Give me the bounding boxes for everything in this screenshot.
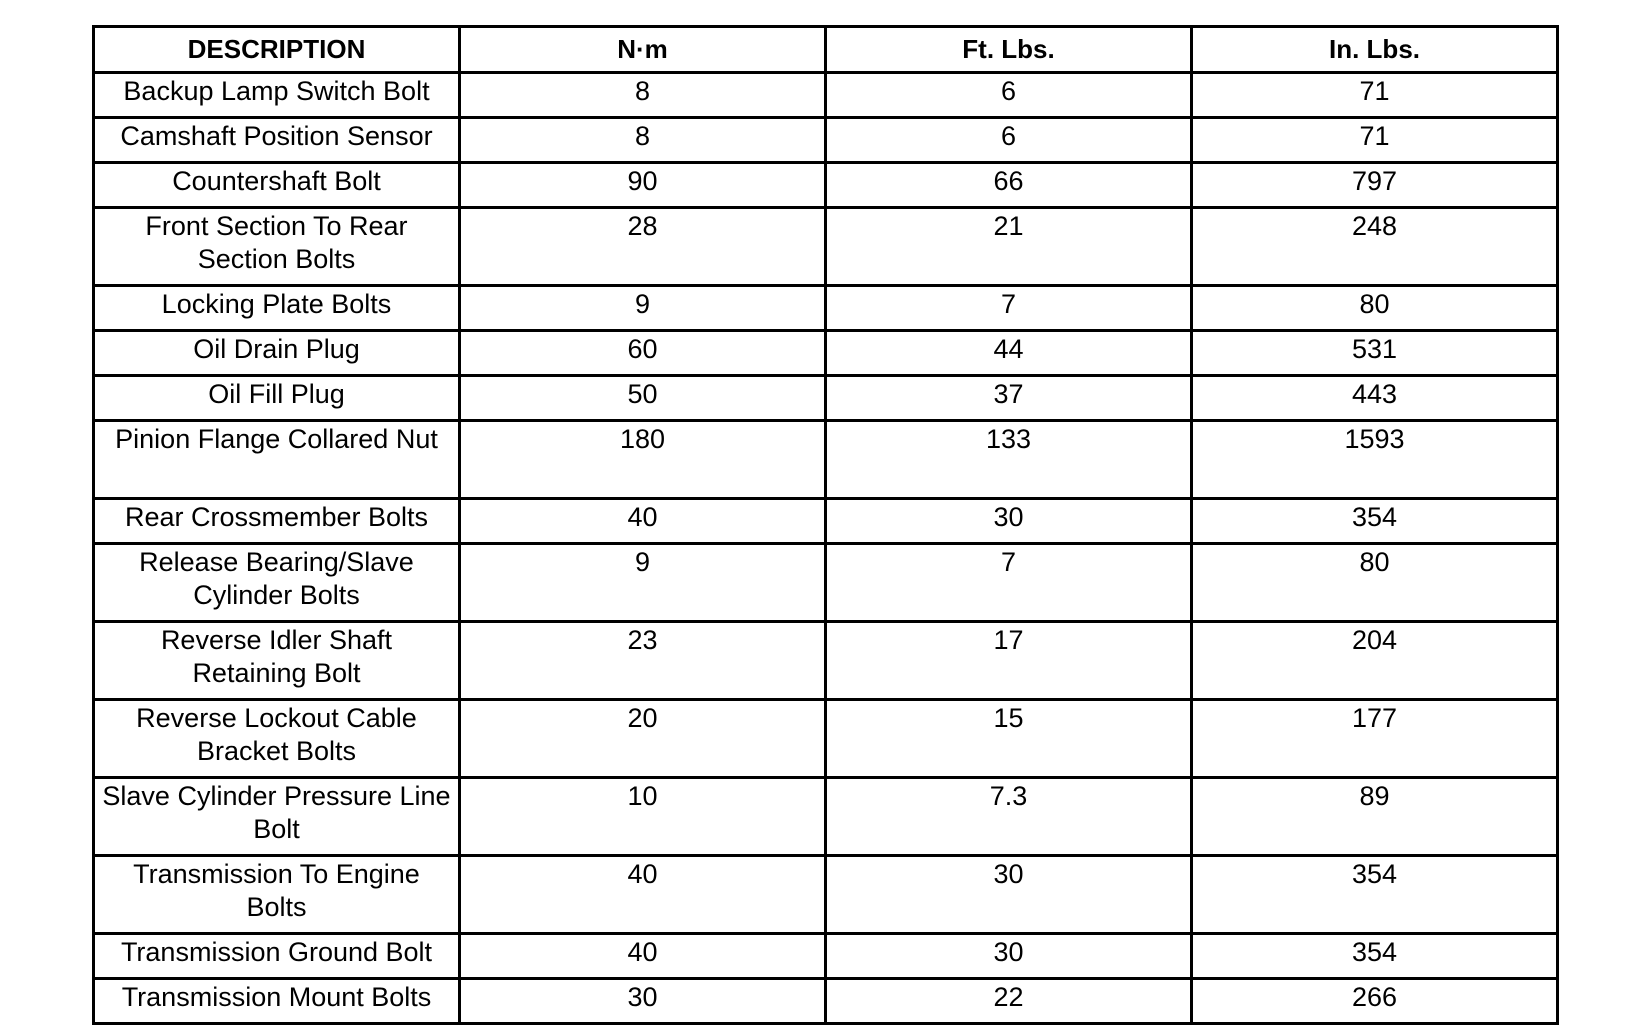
nm-cell: 50 [460, 376, 826, 421]
in-lbs-cell: 531 [1192, 331, 1558, 376]
nm-cell: 20 [460, 700, 826, 778]
in-lbs-cell: 248 [1192, 208, 1558, 286]
in-lbs-cell: 1593 [1192, 421, 1558, 499]
ft-lbs-cell: 7.3 [826, 778, 1192, 856]
in-lbs-cell: 266 [1192, 979, 1558, 1024]
in-lbs-cell: 177 [1192, 700, 1558, 778]
description-cell: Reverse Idler Shaft Retaining Bolt [94, 622, 460, 700]
nm-cell: 180 [460, 421, 826, 499]
table-body [94, 73, 1558, 1024]
ft-lbs-cell: 22 [826, 979, 1192, 1024]
nm-cell: 10 [460, 778, 826, 856]
table-row [94, 208, 1558, 286]
in-lbs-cell: 354 [1192, 856, 1558, 934]
in-lbs-cell: 204 [1192, 622, 1558, 700]
nm-cell: 60 [460, 331, 826, 376]
ft-lbs-cell: 30 [826, 499, 1192, 544]
column-header-nm: N·m [460, 27, 826, 73]
in-lbs-cell: 71 [1192, 73, 1558, 118]
table-row [94, 856, 1558, 934]
nm-cell: 23 [460, 622, 826, 700]
ft-lbs-cell: 66 [826, 163, 1192, 208]
description-cell: Rear Crossmember Bolts [94, 499, 460, 544]
column-header-in-lbs: In. Lbs. [1192, 27, 1558, 73]
description-cell: Slave Cylinder Pressure Line Bolt [94, 778, 460, 856]
ft-lbs-cell: 30 [826, 934, 1192, 979]
description-cell: Oil Drain Plug [94, 331, 460, 376]
table-row [94, 376, 1558, 421]
in-lbs-cell: 797 [1192, 163, 1558, 208]
description-cell: Transmission Ground Bolt [94, 934, 460, 979]
table-row [94, 286, 1558, 331]
in-lbs-cell: 80 [1192, 286, 1558, 331]
ft-lbs-cell: 133 [826, 421, 1192, 499]
nm-cell: 40 [460, 856, 826, 934]
header-row [94, 27, 1558, 73]
ft-lbs-cell: 30 [826, 856, 1192, 934]
table-row [94, 73, 1558, 118]
nm-cell: 90 [460, 163, 826, 208]
table-row [94, 934, 1558, 979]
in-lbs-cell: 71 [1192, 118, 1558, 163]
description-cell: Pinion Flange Collared Nut [94, 421, 460, 499]
column-header-ft-lbs: Ft. Lbs. [826, 27, 1192, 73]
ft-lbs-cell: 7 [826, 286, 1192, 331]
ft-lbs-cell: 44 [826, 331, 1192, 376]
in-lbs-cell: 354 [1192, 934, 1558, 979]
table-row [94, 979, 1558, 1024]
description-cell: Reverse Lockout Cable Bracket Bolts [94, 700, 460, 778]
ft-lbs-cell: 37 [826, 376, 1192, 421]
nm-cell: 9 [460, 544, 826, 622]
description-cell: Locking Plate Bolts [94, 286, 460, 331]
table-row [94, 118, 1558, 163]
ft-lbs-cell: 15 [826, 700, 1192, 778]
description-cell: Transmission Mount Bolts [94, 979, 460, 1024]
description-cell: Countershaft Bolt [94, 163, 460, 208]
ft-lbs-cell: 6 [826, 118, 1192, 163]
table-row [94, 421, 1558, 499]
nm-cell: 8 [460, 118, 826, 163]
description-cell: Transmission To Engine Bolts [94, 856, 460, 934]
nm-cell: 9 [460, 286, 826, 331]
in-lbs-cell: 80 [1192, 544, 1558, 622]
ft-lbs-cell: 17 [826, 622, 1192, 700]
table-row [94, 622, 1558, 700]
table-row [94, 499, 1558, 544]
description-cell: Release Bearing/Slave Cylinder Bolts [94, 544, 460, 622]
nm-cell: 8 [460, 73, 826, 118]
column-header-description: DESCRIPTION [94, 27, 460, 73]
in-lbs-cell: 354 [1192, 499, 1558, 544]
nm-cell: 30 [460, 979, 826, 1024]
in-lbs-cell: 89 [1192, 778, 1558, 856]
ft-lbs-cell: 6 [826, 73, 1192, 118]
nm-cell: 28 [460, 208, 826, 286]
description-cell: Front Section To Rear Section Bolts [94, 208, 460, 286]
table-row [94, 544, 1558, 622]
ft-lbs-cell: 21 [826, 208, 1192, 286]
table-row [94, 778, 1558, 856]
description-cell: Backup Lamp Switch Bolt [94, 73, 460, 118]
table-row [94, 163, 1558, 208]
table-row [94, 331, 1558, 376]
in-lbs-cell: 443 [1192, 376, 1558, 421]
nm-cell: 40 [460, 499, 826, 544]
ft-lbs-cell: 7 [826, 544, 1192, 622]
description-cell: Camshaft Position Sensor [94, 118, 460, 163]
table-header [94, 27, 1558, 73]
table-row [94, 700, 1558, 778]
torque-specifications-table [92, 25, 1559, 1025]
description-cell: Oil Fill Plug [94, 376, 460, 421]
nm-cell: 40 [460, 934, 826, 979]
